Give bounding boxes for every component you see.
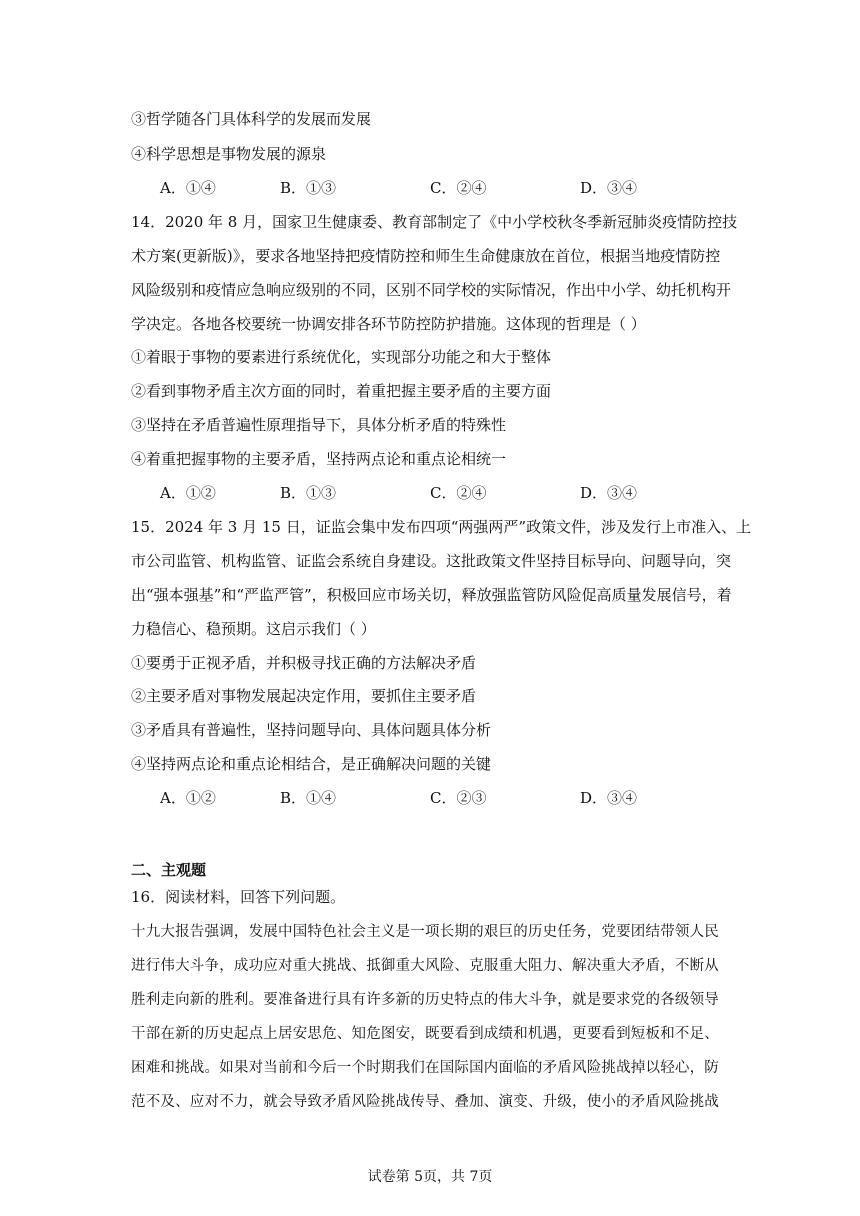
q16-material-line: 范不及、应对不力，就会导致矛盾风险挑战传导、叠加、演变、升级，使小的矛盾风险挑战 (131, 1094, 719, 1110)
q16-material-line: 胜利走向新的胜利。要准备进行具有许多新的历史特点的伟大斗争，就是要求党的各级领导 (131, 992, 719, 1008)
q15-option-d: D．③④ (580, 789, 638, 807)
q13-option-d: D．③④ (580, 179, 638, 197)
q13-option-c: C．②④ (430, 179, 487, 197)
q13-item-4: ④科学思想是事物发展的源泉 (131, 145, 327, 163)
q13-option-a: A．①④ (160, 179, 216, 197)
q15-stem-line: 15．2024 年 3 月 15 日，证监会集中发布四项“两强两严”政策文件，涉及发行上市准入、上 (131, 518, 752, 536)
q15-stem-line: 市公司监管、机构监管、证监会系统自身建设。这批政策文件坚持目标导向、问题导向，突 (131, 552, 732, 570)
q14-item-4: ④着重把握事物的主要矛盾，坚持两点论和重点论相统一 (131, 450, 507, 468)
q15-item-3: ③矛盾具有普遍性，坚持问题导向、具体问题具体分析 (131, 721, 492, 739)
q14-option-c: C．②④ (430, 484, 487, 502)
q15-option-a: A．①② (160, 789, 216, 807)
q14-item-1: ①着眼于事物的要素进行系统优化，实现部分功能之和大于整体 (131, 348, 552, 366)
q15-stem-line: 出“强本强基”和“严监严管”，积极回应市场关切，释放强监管防风险促高质量发展信号，着 (131, 586, 732, 604)
q14-option-d: D．③④ (580, 484, 638, 502)
q16-material-line: 进行伟大斗争，成功应对重大挑战、抵御重大风险、克服重大阻力、解决重大矛盾，不断从 (131, 958, 719, 974)
q15-stem-line: 力稳信心、稳预期。这启示我们（ ） (131, 620, 376, 638)
q15-item-4: ④坚持两点论和重点论相结合，是正确解决问题的关键 (131, 755, 492, 773)
q16-stem: 16．阅读材料，回答下列问题。 (131, 888, 346, 906)
section-title: 二、主观题 (131, 861, 207, 879)
page-footer: 试卷第 5页，共 7页 (367, 1169, 493, 1185)
q14-stem-line: 学决定。各地各校要统一协调安排各环节防控防护措施。这体现的哲理是（ ） (131, 315, 646, 333)
q14-option-b: B．①③ (280, 484, 337, 502)
q14-stem-line: 术方案(更新版)》，要求各地坚持把疫情防控和师生生命健康放在首位，根据当地疫情防控 (131, 247, 721, 265)
q15-option-c: C．②③ (430, 789, 487, 807)
q15-item-2: ②主要矛盾对事物发展起决定作用，要抓住主要矛盾 (131, 687, 477, 705)
q15-item-1: ①要勇于正视矛盾，并积极寻找正确的方法解决矛盾 (131, 654, 477, 672)
q16-material-line: 困难和挑战。如果对当前和今后一个时期我们在国际国内面临的矛盾风险挑战掉以轻心，防 (131, 1060, 719, 1076)
q14-stem-line: 风险级别和疫情应急响应级别的不同，区别不同学校的实际情况，作出中小学、幼托机构开 (131, 281, 732, 299)
q14-stem-line: 14．2020 年 8 月，国家卫生健康委、教育部制定了《中小学校秋冬季新冠肺炎疫情防控技 (131, 213, 738, 231)
q14-option-a: A．①② (160, 484, 216, 502)
q15-option-b: B．①④ (280, 789, 337, 807)
q13-option-b: B．①③ (280, 179, 337, 197)
q14-item-3: ③坚持在矛盾普遍性原理指导下，具体分析矛盾的特殊性 (131, 416, 507, 434)
q16-material-line: 干部在新的历史起点上居安思危、知危图安，既要看到成绩和机遇，更要看到短板和不足、 (131, 1026, 719, 1042)
q14-item-2: ②看到事物矛盾主次方面的同时，着重把握主要矛盾的主要方面 (131, 382, 552, 400)
q16-material-line: 十九大报告强调，发展中国特色社会主义是一项长期的艰巨的历史任务，党要团结带领人民 (131, 924, 719, 940)
q13-item-3: ③哲学随各门具体科学的发展而发展 (131, 110, 372, 128)
